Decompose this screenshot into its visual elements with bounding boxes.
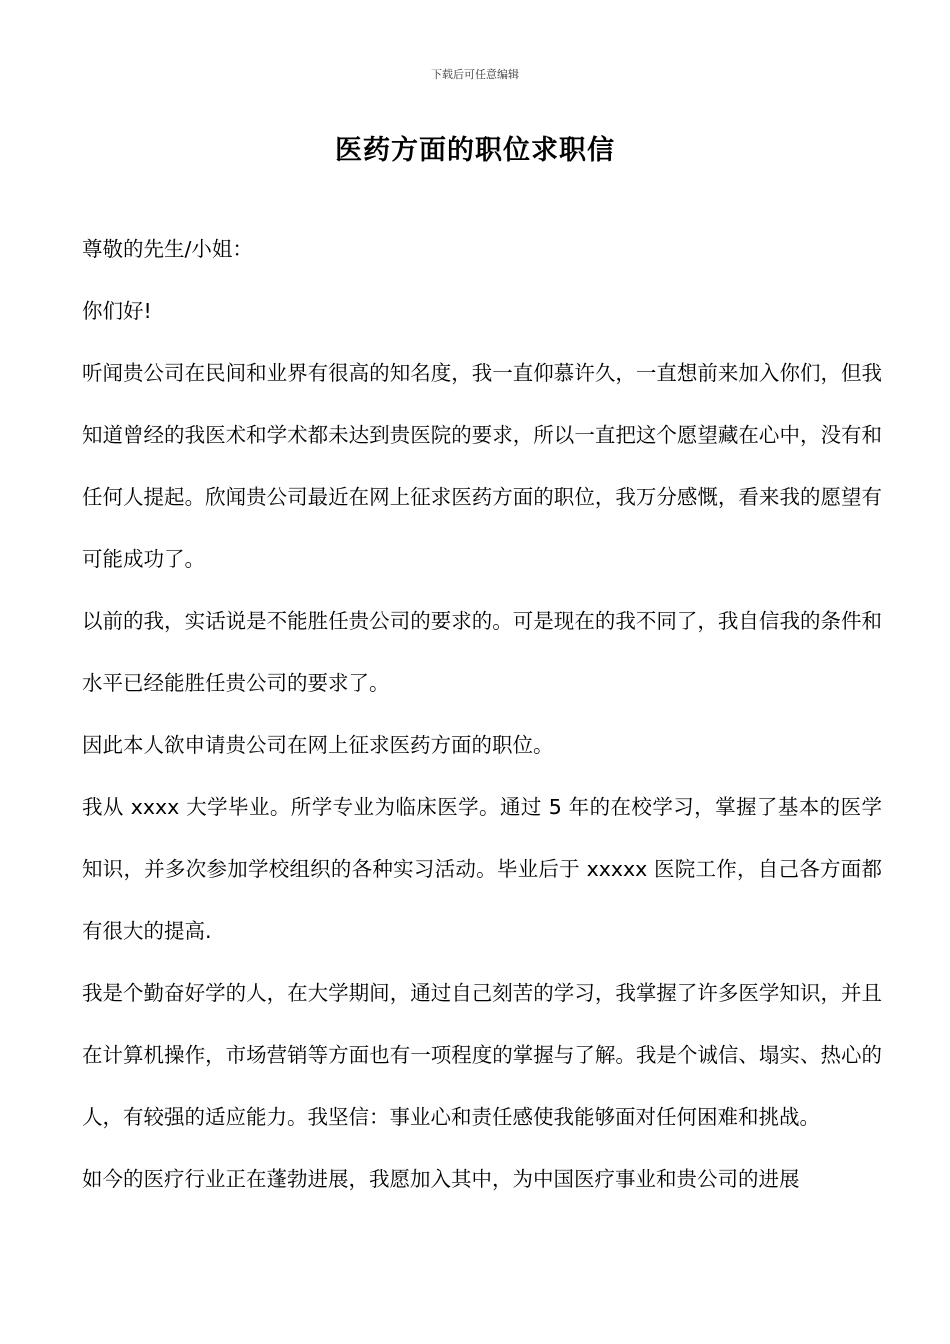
- letter-body: [82, 218, 882, 1210]
- greeting: 你们好!: [82, 299, 152, 323]
- header-note: 下载后可任意编辑: [431, 68, 519, 81]
- paragraph-application: 因此本人欲申请贵公司在网上征求医药方面的职位。: [82, 733, 554, 757]
- salutation: 尊敬的先生/小姐：: [82, 237, 253, 261]
- document-title: 医药方面的职位求职信: [335, 135, 615, 166]
- paragraph-education: 我从 xxxx 大学毕业。所学专业为临床医学。通过 5 年的在校学习，掌握了基本的医学知识，并多次参加学校组织的各种实习活动。毕业后于 xxxxx 医院工作，自己各方面都有很大的提高.: [82, 795, 882, 943]
- paragraph-personal: 我是个勤奋好学的人，在大学期间，通过自己刻苦的学习，我掌握了许多医学知识，并且在计算机操作，市场营销等方面也有一项程度的掌握与了解。我是个诚信、塌实、热心的人，有较强的适应能力。我坚信：事业心和责任感使我能够面对任何困难和挑战。: [82, 981, 882, 1129]
- paragraph-qualification: 以前的我，实话说是不能胜任贵公司的要求的。可是现在的我不同了，我自信我的条件和水平已经能胜任贵公司的要求了。: [82, 609, 882, 695]
- paragraph-closing: 如今的医疗行业正在蓬勃进展，我愿加入其中，为中国医疗事业和贵公司的进展: [82, 1167, 800, 1191]
- paragraph-interest: 听闻贵公司在民间和业界有很高的知名度，我一直仰慕许久，一直想前来加入你们，但我知道曾经的我医术和学术都未达到贵医院的要求，所以一直把这个愿望藏在心中，没有和任何人提起。欣闻贵公司最近在网上征求医药方面的职位，我万分感慨，看来我的愿望有可能成功了。: [82, 361, 882, 571]
